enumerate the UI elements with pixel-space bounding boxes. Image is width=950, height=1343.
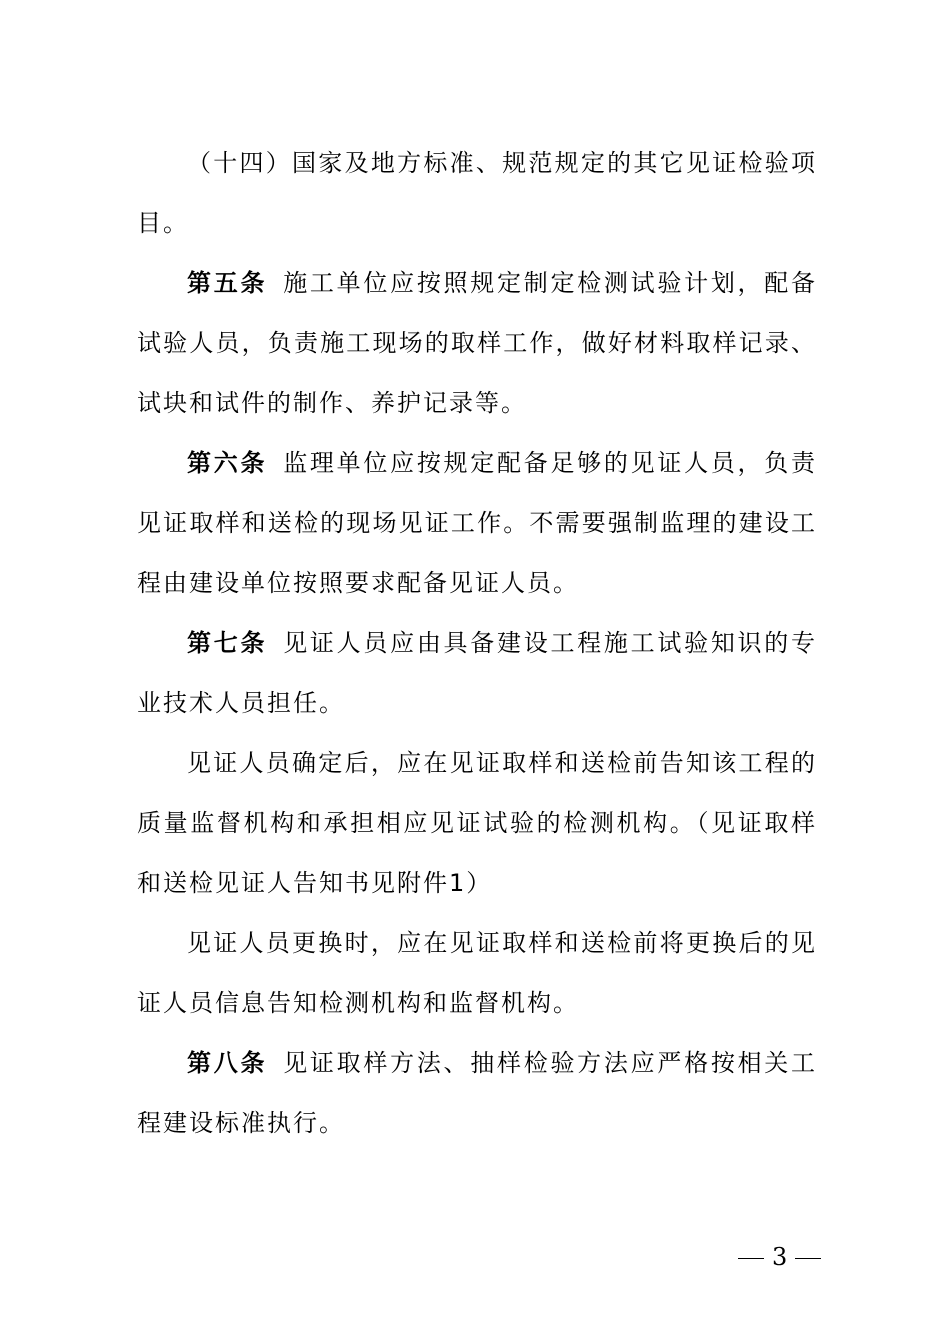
- paragraph-text: 监理单位应按规定配备足够的见证人员，负责见证取样和送检的现场见证工作。不需要强制监理的建设工程由建设单位按照要求配备见证人员。: [137, 449, 818, 597]
- article-8: [137, 1033, 817, 1153]
- paragraph-text: 施工单位应按照规定制定检测试验计划，配备试验人员，负责施工现场的取样工作，做好材料取样记录、试块和试件的制作、养护记录等。: [137, 269, 818, 417]
- paragraph-text: 见证人员更换时，应在见证取样和送检前将更换后的见证人员信息告知检测机构和监督机构。: [137, 929, 817, 1017]
- paragraph-text: 见证取样方法、抽样检验方法应严格按相关工程建设标准执行。: [137, 1049, 818, 1137]
- paragraph-text: 见证人员确定后，应在见证取样和送检前告知该工程的质量监督机构和承担相应见证试验的检测机构。（见证取样和送检见证人告知书见附件1）: [137, 749, 817, 897]
- article-heading: 第七条: [187, 629, 268, 657]
- article-7: [137, 613, 817, 733]
- document-body: [137, 133, 817, 1153]
- page-number: 3: [772, 1243, 788, 1271]
- paragraph-text: （十四）国家及地方标准、规范规定的其它见证检验项目。: [137, 149, 817, 237]
- article-heading: 第六条: [187, 449, 268, 477]
- article-6: [137, 433, 817, 613]
- footer-dash-left: [738, 1258, 764, 1259]
- footer-dash-right: [795, 1258, 821, 1259]
- page-footer: [730, 1243, 829, 1271]
- witness-replacement-paragraph: [137, 913, 817, 1033]
- article-5: [137, 253, 817, 433]
- paragraph-item-14: [137, 133, 817, 253]
- article-heading: 第五条: [187, 269, 268, 297]
- paragraph-text: 见证人员应由具备建设工程施工试验知识的专业技术人员担任。: [137, 629, 818, 717]
- article-heading: 第八条: [187, 1049, 268, 1077]
- witness-confirmation-paragraph: [137, 733, 817, 913]
